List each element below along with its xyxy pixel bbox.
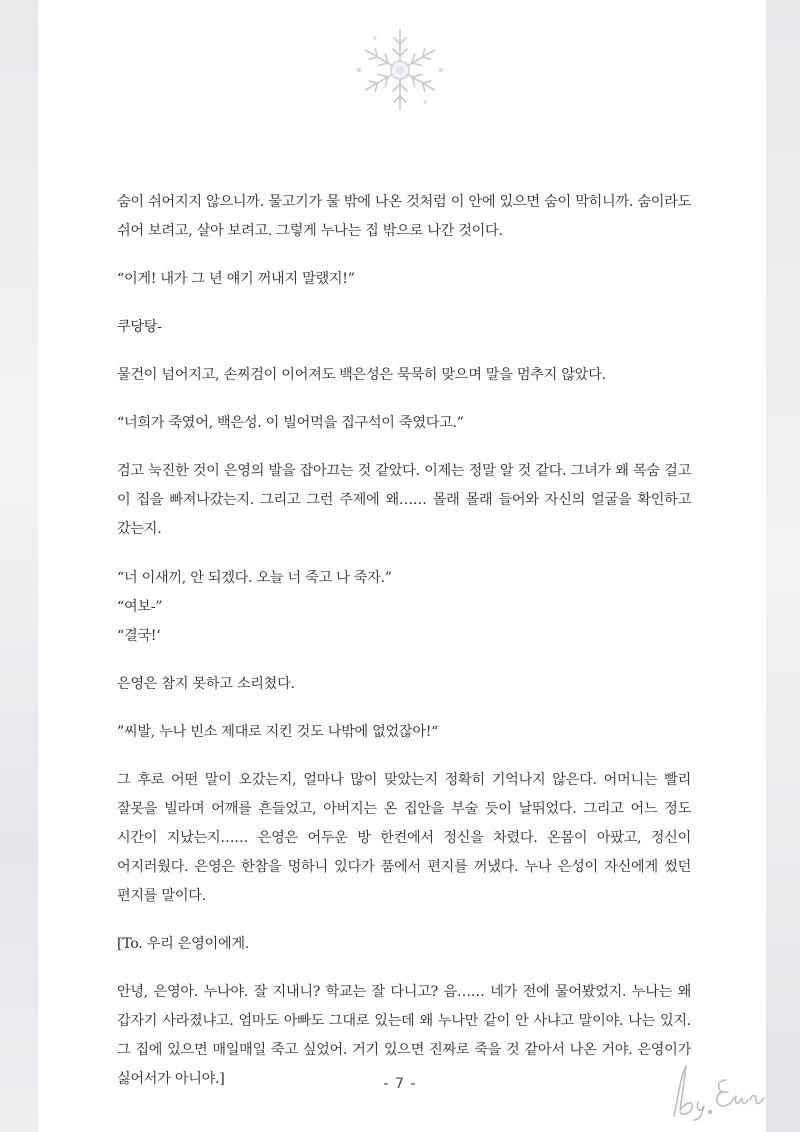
paragraph: 숨이 쉬어지지 않으니까. 물고기가 물 밖에 나온 것처럼 이 안에 있으면 숨이 막히니까. 숨이라도 쉬어 보려고, 살아 보려고. 그렇게 누나는 집 밖으로 나간 것이다.: [117, 194, 691, 239]
letter-body: 안녕, 은영아. 누나야. 잘 지내니? 학교는 잘 다니고? 음…… 네가 전에 물어봤었지. 누나는 왜 갑자기 사라졌냐고. 엄마도 아빠도 그대로 있는데 왜 누나만 같이 안 사냐고 말이야. 나는 있지. 그 집에 있으면 매일매일 죽고 싶었어. 거기 있으면 진짜로 죽을 것 같아서 나온 거야. 은영이가 싫어서가 아니야.]: [117, 984, 691, 1087]
dialogue-line: “너 이새끼, 안 되겠다. 오늘 너 죽고 나 죽자.”: [117, 570, 392, 586]
left-background-panel: [0, 0, 38, 1132]
dialogue-line: ”씨발, 누나 빈소 제대로 지킨 것도 나밖에 없었잖아!“: [117, 724, 439, 740]
sound-effect-line: 쿠당탕-: [117, 319, 162, 335]
paragraph: 그 후로 어떤 말이 오갔는지, 얼마나 많이 맞았는지 정확히 기억나지 않은다. 어머니는 빨리 잘못을 빌라며 어깨를 흔들었고, 아버지는 온 집안을 부술 듯이 날뛰었다. 그리고 어느 정도 시간이 지났는지…… 은영은 어두운 방 한켠에서 정신을 차렸다. 온몸이 아팠고, 정신이 어지러웠다. 은영은 한참을 멍하니 있다가 품에서 편지를 꺼냈다. 누나 은성이 자신에게 썼던 편지를 말이다.: [117, 772, 691, 904]
letter-heading: [To. 우리 은영이에게.: [117, 936, 249, 952]
dialogue-line: “결국!‘: [117, 628, 161, 644]
dialogue-line: “여보-”: [117, 599, 163, 615]
document-body: [117, 188, 691, 1094]
right-background-panel: [766, 0, 800, 1132]
dialogue-line: “너희가 죽였어, 백은성. 이 빌어먹을 집구석이 죽였다고.”: [117, 415, 464, 431]
paragraph: 은영은 참지 못하고 소리쳤다.: [117, 676, 295, 692]
snowflake-ornament-icon: [345, 20, 455, 120]
paragraph: 물건이 넘어지고, 손찌검이 이어져도 백은성은 묵묵히 맞으며 말을 멈추지 않았다.: [117, 367, 606, 383]
page-number: - 7 -: [383, 1076, 417, 1092]
dialogue-line: “이게! 내가 그 년 얘기 꺼내지 말랬지!”: [117, 271, 355, 287]
paragraph: 검고 눅진한 것이 은영의 발을 잡아끄는 것 같았다. 이제는 정말 알 것 같다. 그녀가 왜 목숨 걸고 이 집을 빠져나갔는지. 그리고 그런 주제에 왜…… 몰래 몰래 들어와 자신의 얼굴을 확인하고 갔는지.: [117, 463, 691, 537]
signature-icon: [664, 1058, 774, 1122]
